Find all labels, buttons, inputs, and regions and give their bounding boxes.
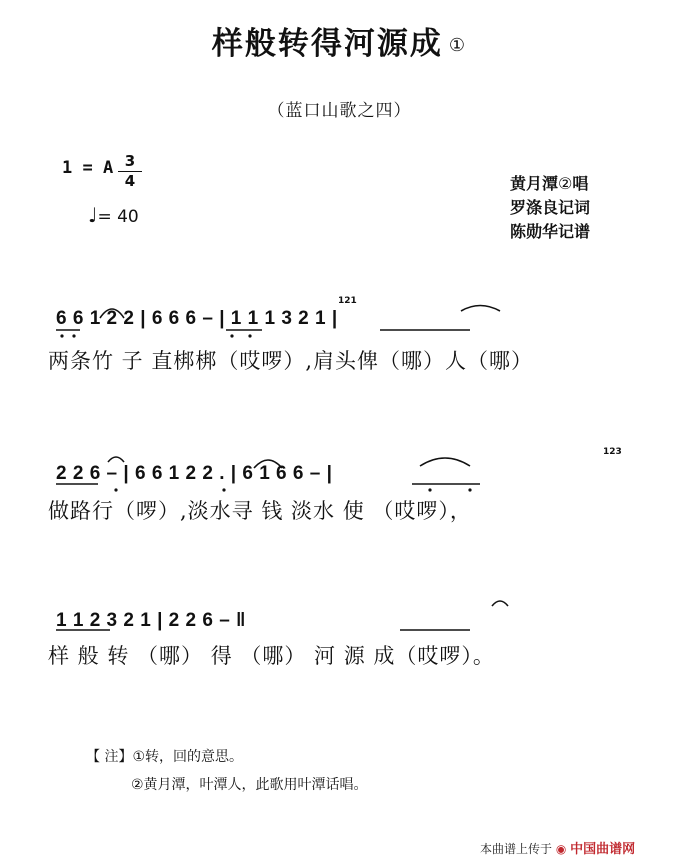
octave-dot [428,488,431,491]
key-signature: 1 = A [62,158,114,178]
grace-note-1: 121 [338,296,357,306]
octave-dot [230,334,233,337]
octave-dot [248,334,251,337]
lyrics-line-3: 样 般 转 （哪） 得 （哪） 河 源 成（哎啰）。 [48,644,495,668]
title-footnote-mark: ① [448,35,468,56]
grace-note-2: 123 [603,447,622,457]
octave-dot [114,488,117,491]
octave-dot [72,334,75,337]
footer-source: 本曲谱上传于 ◉ 中国曲谱网 [480,842,636,857]
octave-dot [60,334,63,337]
octave-dot [468,488,471,491]
footnote-2: ②黄月潭，叶潭人，此歌用叶潭话唱。 [131,777,368,793]
slur-mark [254,460,282,468]
slur-mark [100,309,124,318]
credit-lyrics: 罗涤良记词 [510,198,591,217]
time-signature-bottom: 4 [124,172,136,190]
lyrics-line-1: 两条竹 子 直梆梆（哎啰）,肩头俾（哪）人（哪） [48,349,534,373]
lyrics-line-2: 做路行（啰）,淡水寻 钱 淡水 使 （哎啰）， [48,499,472,523]
footnotes [86,743,368,799]
site-logo-icon: ◉ [555,842,567,856]
slur-mark [420,458,470,466]
octave-dot [222,488,225,491]
tempo-marking: ♩= 40 [88,203,139,227]
time-signature-top: 3 [124,152,136,170]
site-brand[interactable]: 中国曲谱网 [570,842,636,857]
score-title: 样般转得河源成 ① [211,26,468,62]
credit-score: 陈勋华记谱 [510,222,591,241]
score-subtitle: （蓝口山歌之四） [267,101,412,121]
notation-line-2: 2 2 6 – | 6 6 1 2 2 . | 6 1 6 6 – | [56,463,333,484]
notation-line-3: 1 1 2 3 2 1 | 2 2 6 – ‖ [56,610,247,631]
notation-line-1: 6 6 1 2 2 | 6 6 6 – | 1 1 1 3 2 1 | [56,308,338,329]
footnote-label: 【 注】 [86,749,133,765]
footnote-1: ①转，回的意思。 [132,749,244,765]
fermata-mark [492,601,508,606]
fermata-mark [108,457,124,462]
quarter-note-icon: ♩ [88,203,98,227]
slur-mark [461,306,500,312]
credit-singer: 黄月潭②唱 [510,174,589,193]
